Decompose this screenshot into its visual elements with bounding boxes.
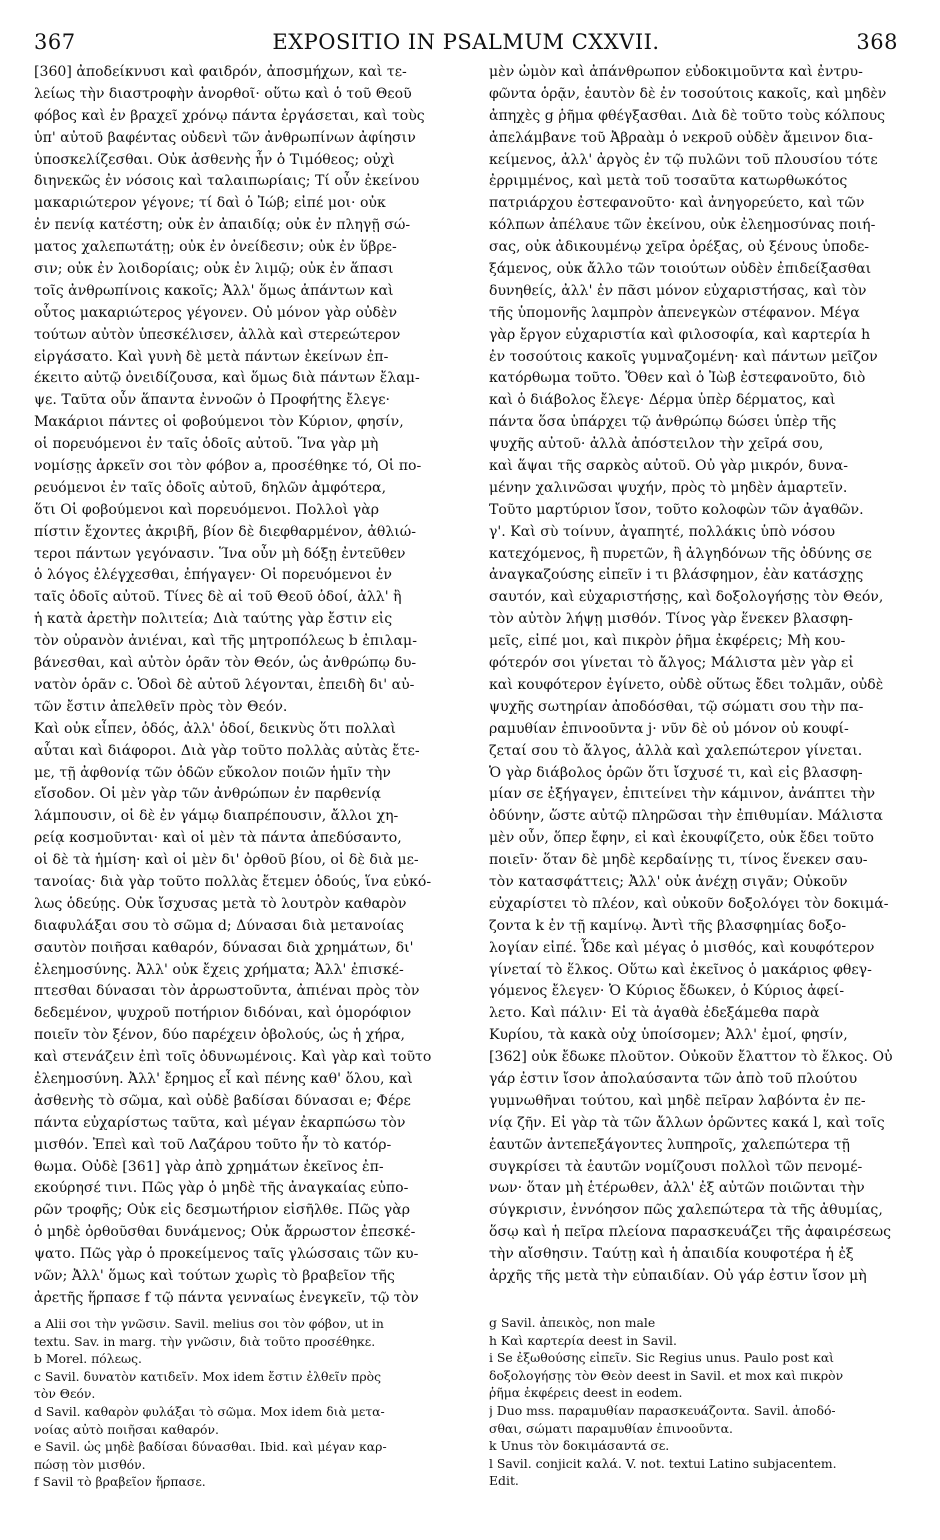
text-line: κατεχόμενος, ἢ πυρετῶν, ἢ ἀλγηδόνων τῆς ὀδύνης σε [489, 545, 872, 562]
text-line: διηνεκῶς ἐν νόσοις καὶ ταλαιπωρίαις; Τί οὖν ἐκείνου [34, 173, 420, 190]
text-line: φότερόν σοι γίνεται τὸ ἄλγος; Μάλιστα μὲν γὰρ εἰ [489, 655, 854, 672]
footnote-line: e Savil. ὡς μηδὲ βαδίσαι δύνασθαι. Ibid. καὶ μέγαν καρ- [34, 1439, 387, 1455]
text-line: κατόρθωμα τοῦτο. Ὅθεν καὶ ὁ Ἰὼβ ἐστεφανοῦτο, διὸ [489, 370, 866, 387]
text-line: [360] ἀποδείκνυσι καὶ φαιδρόν, ἀποσμήχων, καὶ τε- [34, 64, 407, 80]
footnote-line: f Savil τὸ βραβεῖον ἥρπασε. [34, 1474, 206, 1490]
text-line: βάνεσθαι, καὶ αὐτὸν ὁρᾶν τὸν Θεόν, ὡς ἀνθρώπῳ δυ- [34, 655, 417, 672]
text-line: ὁ μηδὲ ὀρθοῦσθαι δυνάμενος; Οὐκ ἄρρωστον ἐπεσκέ- [34, 1224, 416, 1241]
footnote-line: δοξολογήσῃς τὸν Θεὸν deest in Savil. et mox καὶ πικρὸν [489, 1367, 844, 1383]
footnote-line: j Duo mss. παραμυθίαν παρασκευάζοντα. Savil. ἀποδό- [489, 1402, 836, 1418]
footnote-line: b Morel. πόλεως. [34, 1351, 142, 1367]
text-line: μὲν οὖν, ὅπερ ἔφην, εἰ καὶ ἐκουφίζετο, οὐκ ἔδει τοῦτο [489, 830, 875, 847]
footnote-line: i Se ἐξωθούσης εἰπεῖν. Sic Regius unus. Paulo post καὶ [489, 1350, 835, 1366]
text-line: ὀδύνην, ὥστε αὐτῷ πληρῶσαι τὴν ἐπιθυμίαν. Μάλιστα [489, 808, 883, 825]
text-line: Κυρίου, τὰ κακὰ οὐχ ὑποίσομεν; Ἀλλ' ἐμοί, φησίν, [489, 1027, 848, 1044]
text-line: έκειτο αὐτῷ ὀνειδίζουσα, καὶ ὅμως διὰ πάντων ἔλαμ- [34, 370, 420, 387]
page-number-left: 367 [34, 30, 76, 54]
text-line: ποιεῖν· ὅταν δὲ μηδὲ κερδαίνῃς τι, τίνος ἕνεκεν σαυ- [489, 852, 868, 869]
text-line: καὶ ὁ διάβολος ἔλεγε· Δέρμα ὑπὲρ δέρματος, καὶ [489, 392, 836, 409]
text-line: ὑποσκελίζεσθαι. Οὐκ ἀσθενὴς ἦν ὁ Τιμόθεος; οὐχὶ [34, 151, 395, 168]
text-line: τούτων αὐτὸν ὑπεσκέλισεν, ἀλλὰ καὶ στερεώτερον [34, 326, 401, 343]
text-line: τῆς ὑπομονῆς λαμπρὸν ἀπενεγκὼν στέφανον. Μέγα [489, 304, 860, 321]
left-footnotes [34, 1315, 466, 1491]
text-line: γόμενος ἔλεγεν· Ὁ Κύριος ἔδωκεν, ὁ Κύριος ἀφεί- [489, 983, 845, 1000]
footnote-line: νοίας αὐτὸ ποιῆσαι καθαρόν. [34, 1421, 219, 1437]
footnote-line: ῥῆμα ἐκφέρεις deest in eodem. [489, 1385, 683, 1401]
text-line: οἱ πορευόμενοι ἐν ταῖς ὁδοῖς αὐτοῦ. Ἵνα γὰρ μὴ [34, 436, 379, 453]
text-line: πάντα εὐχαρίστως ταῦτα, καὶ μέγαν ἐκαρπώσω τὸν [34, 1114, 406, 1131]
left-text-column [34, 62, 466, 1310]
text-line: εἴσοδον. Οἱ μὲν γὰρ τῶν ἀνθρώπων ἐν παρθενίᾳ [34, 786, 382, 803]
text-line: τοῖς ἀνθρωπίνοις κακοῖς; Ἀλλ' ὅμως ἁπάντων καὶ [34, 282, 394, 299]
text-line: σαυτόν, καὶ εὐχαριστήσῃς, καὶ δοξολογήσῃς τὸν Θεόν, [489, 589, 884, 606]
right-footnotes [489, 1314, 910, 1490]
text-line: ψυχῆς αὐτοῦ· ἀλλὰ ἀπόστειλον τὴν χεῖρά σου, [489, 436, 824, 453]
text-line: αὗται καὶ διάφοροι. Διὰ γὰρ τοῦτο πολλὰς αὐτὰς ἔτε- [34, 742, 420, 759]
text-line: ἀπελάμβανε τοῦ Ἀβραὰμ ὁ νεκροῦ οὐδὲν ἄμεινον δια- [489, 129, 873, 146]
text-line: πίστιν ἔχοντες ἀκριβῆ, βίον δὲ διεφθαρμένον, ἀθλιώ- [34, 523, 417, 540]
text-line: φῶντα ὁρᾷν, ἑαυτὸν δὲ ἐν τοσούτοις κακοῖς, καὶ μηδὲν [489, 85, 887, 102]
text-line: δεδεμένον, ψυχροῦ ποτήριον διδόναι, καὶ ὁμορόφιον [34, 1005, 412, 1022]
text-line: Ὁ γὰρ διάβολος ὁρῶν ὅτι ἴσχυσέ τι, καὶ εἰς βλασφη- [489, 764, 863, 781]
text-line: Τοῦτο μαρτύριον ἴσον, τοῦτο κολοφὼν τῶν ἀγαθῶν. [489, 501, 864, 518]
text-line: καὶ στενάζειν ἐπὶ τοῖς ὀδυνωμένοις. Καὶ γὰρ καὶ τοῦτο [34, 1049, 432, 1066]
text-line: ματος χαλεπωτάτῃ; οὐκ ἐν ὀνείδεσιν; οὐκ ἐν ὕβρε- [34, 239, 397, 256]
text-line: σύγκρισιν, ἐννόησον πῶς χαλεπώτερα τὰ τῆς ἀθυμίας, [489, 1202, 883, 1219]
text-line: τὸν οὐρανὸν ἀνιέναι, καὶ τῆς μητροπόλεως b ἐπιλαμ- [34, 633, 417, 650]
footnote-line: σθαι, σώματι παραμυθίαν ἐπινοοῦντα. [489, 1420, 733, 1436]
text-line: ξάμενος, οὐκ ἄλλο τῶν τοιούτων οὐδὲν ἐπιδείξασθαι [489, 261, 872, 278]
text-line: ἡ κατὰ ἀρετὴν πολιτεία; Διὰ ταύτης γὰρ ἔστιν εἰς [34, 611, 393, 628]
text-line: οἱ δὲ τὰ ἡμίση· καὶ οἱ μὲν δι' ὀρθοῦ βίου, οἱ δὲ διὰ με- [34, 852, 419, 869]
text-line: σιν; οὐκ ἐν λοιδορίαις; οὐκ ἐν λιμῷ; οὐκ ἐν ἅπασι [34, 261, 394, 278]
text-line: ἐρριμμένος, καὶ μετὰ τοῦ τοσαῦτα κατωρθωκότος [489, 173, 848, 190]
text-line: νομίσῃς ἀρκεῖν σοι τὸν φόβον a, προσέθηκε τό, Οἱ πο- [34, 458, 422, 475]
text-line: εὐχαρίστει τὸ πλέον, καὶ οὐκοῦν δοξολόγει τὸν δοκιμά- [489, 895, 889, 912]
text-line: εκούρησέ τινι. Πῶς γὰρ ὁ μηδὲ τῆς ἀναγκαίας εὐπο- [34, 1180, 409, 1197]
text-line: νῶν; Ἀλλ' ὅμως καὶ τούτων χωρὶς τὸ βραβεῖον τῆς [34, 1267, 395, 1284]
text-line: κόλπων ἀπέλαυε τῶν ἐκείνου, οὐκ ἐλεημοσύνας ποιή- [489, 217, 876, 234]
text-line: ποιεῖν τὸν ξένον, δύο παρέχειν ὀβολούς, ὡς ἡ χήρα, [34, 1027, 405, 1044]
text-line: μακαριώτερον γέγονε; τί δαὶ ὁ Ἰώβ; εἰπέ μοι· οὐκ [34, 195, 386, 212]
text-line: νων· ὅταν μὴ ἑτέρωθεν, ἀλλ' ἐξ αὐτῶν ποιῶνται τὴν [489, 1180, 865, 1197]
text-line: μεῖς, εἰπέ μοι, καὶ πικρὸν ῥῆμα ἐκφέρεις; Μὴ κου- [489, 633, 846, 650]
text-line: ἀπηχὲς g ῥῆμα φθέγξασθαι. Διὰ δὲ τοῦτο τοὺς κόλπους [489, 107, 886, 124]
text-line: ἐλεημοσύνη. Ἀλλ' ἔρημος εἶ καὶ πένης καθ' ὅλου, καὶ [34, 1070, 413, 1087]
text-line: ὅσῳ καὶ ἡ πεῖρα πλείονα παρασκευάζει τῆς ἀφαιρέσεως [489, 1224, 892, 1241]
text-line: ὁ λόγος ἐλέγχεσθαι, ἐπήγαγεν· Οἱ πορευόμενοι ἐν [34, 567, 392, 584]
text-line: ψυχῆς σωτηρίαν ἀποδόσθαι, τῷ σώματι σου τὴν πα- [489, 698, 864, 715]
text-line: συγκρίσει τὰ ἑαυτῶν νομίζουσι πολλοὶ τῶν πενομέ- [489, 1158, 863, 1175]
text-line: γὰρ ἔργον εὐχαριστία καὶ φιλοσοφία, καὶ καρτερία h [489, 326, 871, 343]
footnote-line: τὸν Θεόν. [34, 1386, 96, 1402]
text-line: ταῖς ὁδοῖς αὐτοῦ. Τίνες δὲ αἱ τοῦ Θεοῦ ὁδοί, ἀλλ' ἢ [34, 589, 402, 606]
text-line: ὑπ' αὐτοῦ βαφέντας οὐδενὶ τῶν ἀνθρωπίνων ἀφίησιν [34, 129, 416, 146]
text-line: λως ὁδεύῃς. Οὐκ ἴσχυσας μετὰ τὸ λουτρὸν καθαρὸν [34, 895, 407, 912]
text-line: τὴν αἴσθησιν. Ταύτῃ καὶ ἡ ἀπαιδία κουφοτέρα ἡ ἐξ [489, 1246, 854, 1263]
text-line: πατριάρχου ἐστεφανοῦτο· καὶ ἀνηγορεύετο, καὶ τῶν [489, 195, 865, 212]
text-line: ἀσθενὴς τὸ σῶμα, καὶ οὐδὲ βαδίσαι δύνασαι e; Φέρε [34, 1092, 411, 1109]
text-line: φόβος καὶ ἐν βραχεῖ χρόνῳ πάντα ἐργάσεται, καὶ τοὺς [34, 107, 425, 124]
text-line: ἀναγκαζούσης εἰπεῖν i τι βλάσφημον, ἐὰν κατάσχῃς [489, 567, 864, 584]
footnote-line: Edit. [489, 1473, 519, 1489]
footnote-line: g Savil. ἀπεικὸς, non male [489, 1315, 656, 1330]
footnote-line: k Unus τὸν δοκιμάσαντά σε. [489, 1438, 670, 1454]
text-line: ἐλεημοσύνης. Ἀλλ' οὐκ ἔχεις χρήματα; Ἀλλ' ἐπισκέ- [34, 961, 404, 978]
text-line: μένην χαλινῶσαι ψυχήν, πρὸς τὸ μηδὲν ἁμαρτεῖν. [489, 479, 848, 496]
page-title: EXPOSITIO IN PSALMUM CXXVII. [272, 30, 660, 54]
footnote-line: d Savil. καθαρὸν φυλάξαι τὸ σῶμα. Mox idem διὰ μετα- [34, 1403, 385, 1419]
text-line: εἰργάσατο. Καὶ γυνὴ δὲ μετὰ πάντων ἐκείνων ἐπ- [34, 348, 389, 365]
text-line: καὶ ἅψαι τῆς σαρκὸς αὐτοῦ. Οὐ γὰρ μικρόν, δυνα- [489, 458, 849, 475]
text-line: γ'. Καὶ σὺ τοίνυν, ἀγαπητέ, πολλάκις ὑπὸ νόσου [489, 523, 836, 540]
right-text-column [489, 62, 910, 1288]
footnote-line: h Καὶ καρτερία deest in Savil. [489, 1332, 677, 1348]
text-line: τὸν κατασφάττεις; Ἀλλ' οὐκ ἀνέχῃ σιγᾶν; Οὐκοῦν [489, 873, 848, 890]
text-line: Μακάριοι πάντες οἱ φοβούμενοι τὸν Κύριον, φησίν, [34, 414, 404, 431]
text-line: διαφυλάξαι σου τὸ σῶμα d; Δύνασαι διὰ μετανοίας [34, 917, 404, 934]
footnote-line: c Savil. δυνατὸν κατιδεῖν. Mox idem ἔστιν ἐλθεῖν πρὸς [34, 1368, 382, 1384]
footnote-line: a Alii σοι τὴν γνῶσιν. Savil. melius σοι τὸν φόβον, ut in [34, 1316, 384, 1331]
text-line: με, τῇ ἀφθονίᾳ τῶν ὁδῶν εὔκολον ποιῶν ἡμῖν τὴν [34, 764, 391, 781]
text-line: οὗτος μακαριώτερος γέγονεν. Οὐ μόνον γὰρ οὐδὲν [34, 304, 398, 321]
footnote-line: l Savil. conjicit καλά. V. not. textui Latino subjacentem. [489, 1455, 837, 1471]
text-line: ψε. Ταῦτα οὖν ἅπαντα ἐννοῶν ὁ Προφήτης ἔλεγε· [34, 392, 391, 409]
text-line: σας, οὐκ ἀδικουμένῳ χεῖρα ὀρέξας, οὐ ξένους ὑποδε- [489, 239, 870, 256]
text-line: ἐν τοσούτοις κακοῖς γυμναζομένη· καὶ πάντων μεῖζον [489, 348, 878, 365]
text-line: ψατο. Πῶς γὰρ ὁ προκείμενος ταῖς γλώσσαις τῶν κυ- [34, 1246, 419, 1263]
text-line: μίαν σε ἐξήγαγεν, ἐπιτείνει τὴν κάμινον, ἀνάπτει τὴν [489, 786, 876, 803]
text-line: ὅτι Οἱ φοβούμενοι καὶ πορευόμενοι. Πολλοὶ γὰρ [34, 501, 380, 518]
text-line: ρῶν τροφῆς; Οὐκ εἰς δεσμωτήριον εἰσῆλθε. Πῶς γὰρ [34, 1202, 411, 1219]
text-line: ἐν πενίᾳ κατέστη; οὐκ ἐν ἀπαιδίᾳ; οὐκ ἐν πληγῇ σώ- [34, 217, 411, 234]
text-line: σαυτὸν ποιῆσαι καθαρόν, δύνασαι διὰ χρημάτων, δι' [34, 939, 414, 956]
text-line: Καὶ οὐκ εἶπεν, ὁδός, ἀλλ' ὁδοί, δεικνὺς ὅτι πολλαὶ [34, 720, 396, 737]
text-line: γυμνωθῆναι τούτου, καὶ μηδὲ πεῖραν λαβόντα ἐν πε- [489, 1092, 866, 1109]
text-line: καὶ κουφότερον ἐγίνετο, οὐδὲ οὕτως ἔδει τολμᾶν, οὐδὲ [489, 676, 884, 693]
text-line: πτεσθαι δύνασαι τὸν ἀρρωστοῦντα, ἀπιέναι πρὸς τὸν [34, 983, 420, 1000]
text-line: θωμα. Οὐδὲ [361] γὰρ ἀπὸ χρημάτων ἐκεῖνος ἐπ- [34, 1158, 384, 1175]
text-line: ραμυθίαν ἐπινοοῦντα j· νῦν δὲ οὐ μόνον οὐ κουφί- [489, 720, 849, 737]
running-head [34, 30, 898, 56]
text-line: λογίαν εἰπέ. Ὧδε καὶ μέγας ὁ μισθός, καὶ κουφότερον [489, 939, 875, 956]
text-line: μὲν ὠμὸν καὶ ἀπάνθρωπον εὐδοκιμοῦντα καὶ ἐντρυ- [489, 64, 863, 80]
footnote-line: πώσῃ τὸν μισθόν. [34, 1456, 146, 1472]
text-line: νατὸν ὁρᾶν c. Ὁδοὶ δὲ αὐτοῦ λέγονται, ἐπειδὴ δι' αὐ- [34, 676, 415, 693]
text-line: τῶν ἔστιν ἀπελθεῖν πρὸς τὸν Θεόν. [34, 698, 288, 715]
text-line: ρευόμενοι ἐν ταῖς ὁδοῖς αὐτοῦ, δηλῶν ἀμφότερα, [34, 479, 387, 496]
text-line: λάμπουσιν, οἱ δὲ ἐν γάμῳ διαπρέπουσιν, ἄλλοι χη- [34, 808, 399, 825]
text-line: λετο. Καὶ πάλιν· Εἰ τὰ ἀγαθὰ ἐδεξάμεθα παρὰ [489, 1005, 820, 1022]
text-line: ἀρετῆς ἥρπασε f τῷ πάντα γενναίως ἐνεγκεῖν, τῷ τὸν [34, 1289, 419, 1306]
text-line: δυνηθείς, ἀλλ' ἐν πᾶσι μόνον εὐχαριστήσας, καὶ τὸν [489, 282, 867, 299]
text-line: τὸν αὐτὸν λήψῃ μισθόν. Τίνος γὰρ ἕνεκεν βλασφη- [489, 611, 853, 628]
text-line: λείως τὴν διαστροφὴν ἀνορθοῖ· οὕτω καὶ ὁ τοῦ Θεοῦ [34, 85, 412, 102]
footnote-line: textu. Sav. in marg. τὴν γνῶσιν, διὰ τοῦτο προσέθηκε. [34, 1333, 376, 1349]
text-line: κείμενος, ἀλλ' ἀργὸς ἐν τῷ πυλῶνι τοῦ πλουσίου τότε [489, 151, 878, 168]
text-line: πάντα ὅσα ὑπάρχει τῷ ἀνθρώπῳ δώσει ὑπὲρ τῆς [489, 414, 837, 431]
text-line: τεροι πάντων γεγόνασιν. Ἵνα οὖν μὴ δόξῃ ἐντεῦθεν [34, 545, 406, 562]
text-line: ρείᾳ κοσμοῦνται· καὶ οἱ μὲν τὰ πάντα ἀπεδύσαντο, [34, 830, 402, 847]
text-line: μισθόν. Ἐπεὶ καὶ τοῦ Λαζάρου τοῦτο ἦν τὸ κατόρ- [34, 1136, 392, 1153]
text-line: γάρ ἐστιν ἴσον ἀπολαύσαντα τῶν ἀπὸ τοῦ πλούτου [489, 1070, 858, 1087]
text-line: ἑαυτῶν ἀντεπεξάγοντες λυπηροῖς, χαλεπώτερα τῇ [489, 1136, 850, 1153]
text-line: νίᾳ ζῆν. Εἰ γὰρ τὰ τῶν ἄλλων ὁρῶντες κακά l, καὶ τοῖς [489, 1114, 885, 1131]
text-line: τανοίας· διὰ γὰρ τοῦτο πολλὰς ἔτεμεν ὁδούς, ἵνα εὐκό- [34, 873, 432, 890]
text-line: [362] οὐκ ἔδωκε πλοῦτον. Οὐκοῦν ἔλαττον τὸ ἕλκος. Οὐ [489, 1049, 893, 1066]
page-number-right: 368 [856, 30, 898, 54]
text-line: ζεταί σου τὸ ἄλγος, ἀλλὰ καὶ χαλεπώτερον γίνεται. [489, 742, 863, 759]
text-line: ζοντα k ἐν τῇ καμίνῳ. Ἀντὶ τῆς βλασφημίας δοξο- [489, 917, 847, 934]
text-line: ἀρχῆς τῆς μετὰ τὴν εὐπαιδίαν. Οὐ γάρ ἐστιν ἴσον μὴ [489, 1267, 867, 1284]
text-line: γίνεταί τὸ ἕλκος. Οὕτω καὶ ἐκεῖνος ὁ μακάριος φθεγ- [489, 961, 872, 978]
